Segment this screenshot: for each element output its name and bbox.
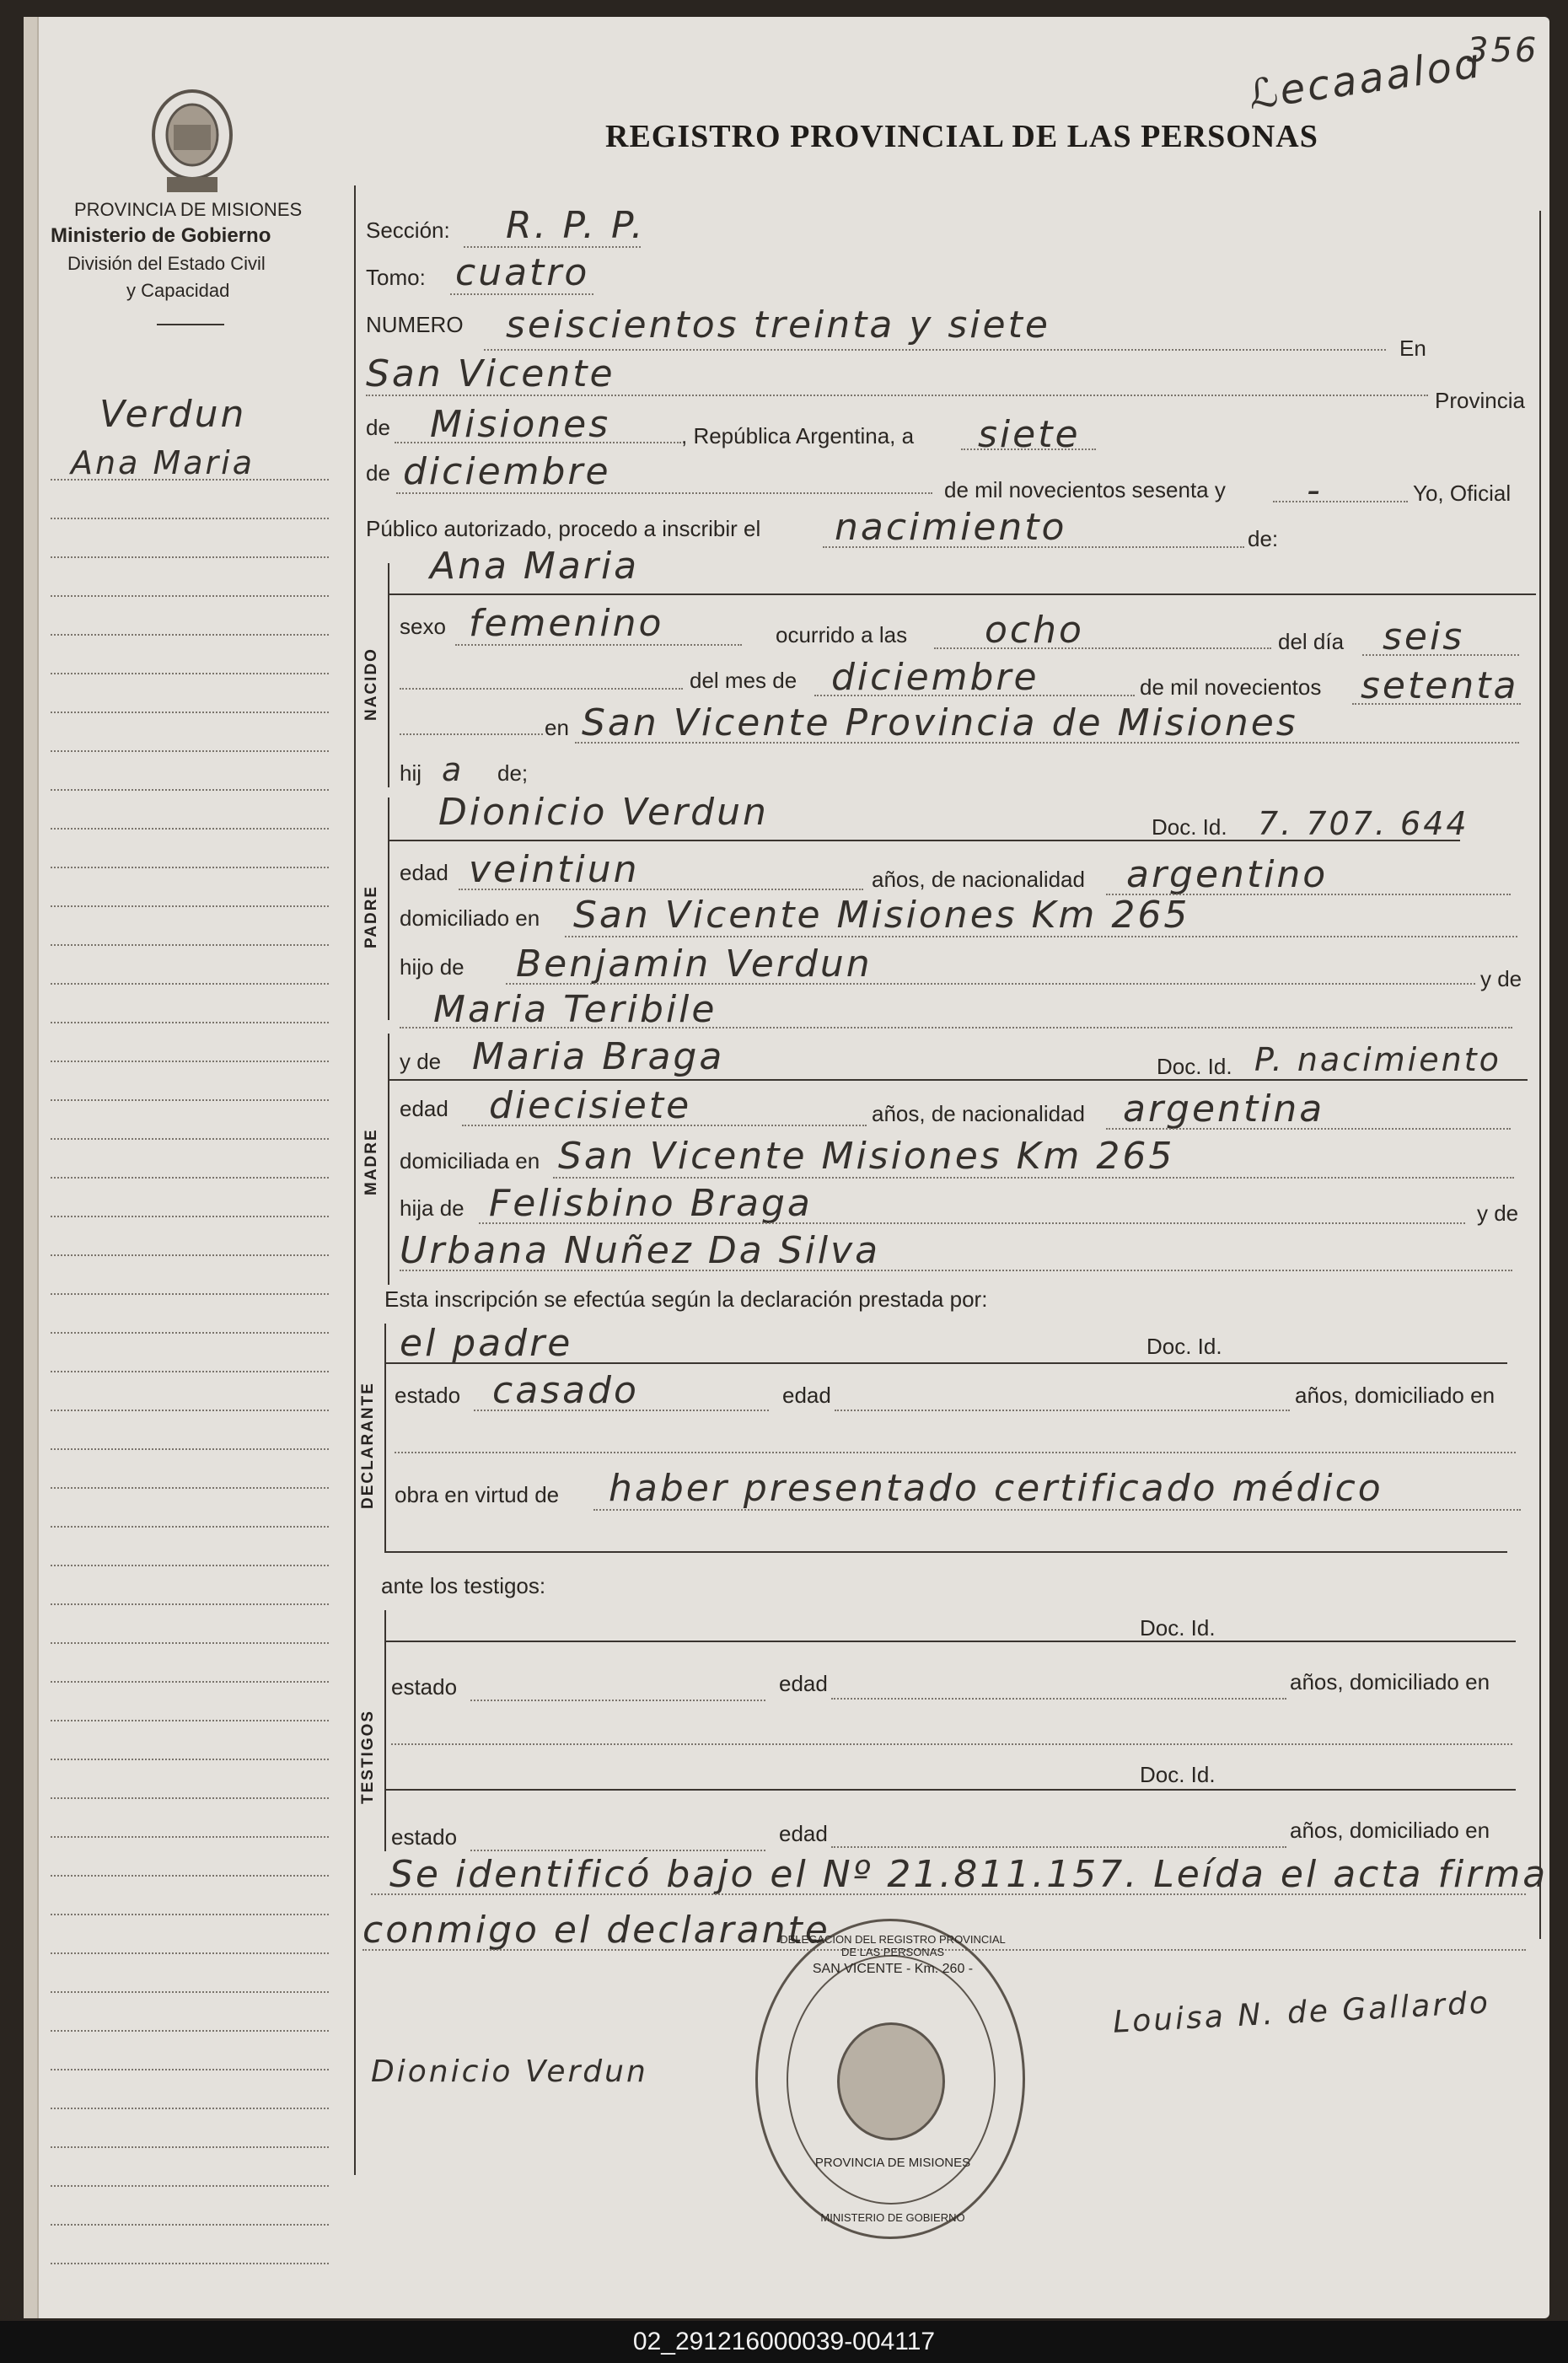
de2-label: de [366, 460, 390, 486]
margin-ruled-line [51, 1526, 329, 1528]
seccion-value: R. P. P. [506, 204, 646, 247]
sexo-value: femenino [469, 602, 664, 645]
margin-surname: Verdun [99, 393, 247, 436]
closing-line-1: Se identificó bajo el Nº 21.811.157. Leída el acta firma [389, 1853, 1549, 1896]
margin-ruled-line [51, 673, 329, 674]
declarante-bottom-rule [386, 1551, 1507, 1553]
dia-dots [1362, 654, 1519, 656]
padre-y-de-label: y de [1480, 966, 1522, 991]
margin-ruled-line [51, 867, 329, 868]
place-dots [366, 395, 1428, 396]
madre-nac-label: años, de nacionalidad [872, 1101, 1085, 1126]
madre-section-label: MADRE [362, 1128, 380, 1195]
de-colon-label: de: [1248, 526, 1279, 551]
testigo1-dom-dots [391, 1743, 1512, 1745]
nacido-section-label: NACIDO [362, 647, 380, 721]
hij-suffix: a [442, 751, 464, 788]
margin-ruled-line [51, 1914, 329, 1915]
margin-ruled-line [51, 595, 329, 597]
padre-mother-value: Maria Teribile [433, 988, 717, 1031]
margin-ruled-line [51, 1371, 329, 1372]
month-dots [396, 492, 932, 494]
de-label: de [366, 415, 390, 440]
nacido-section-border [388, 563, 389, 787]
province-value: Misiones [430, 403, 611, 446]
tomo-dots [450, 293, 593, 295]
margin-ruled-line [51, 1797, 329, 1799]
oficial-label: Yo, Oficial [1413, 481, 1512, 506]
margin-ruled-line [51, 2185, 329, 2187]
margin-ruled-line [51, 1177, 329, 1179]
sexo-label: sexo [400, 614, 446, 639]
padre-mother-dots [400, 1027, 1512, 1028]
margin-ruled-line [51, 1720, 329, 1721]
testigo2-name-rule [386, 1789, 1516, 1791]
padre-nac-value: argentino [1126, 853, 1329, 896]
month-value: diciembre [403, 450, 611, 493]
madre-edad-value: diecisiete [489, 1084, 692, 1127]
year-label: de mil novecientos sesenta y [944, 477, 1226, 502]
mes-value: diciembre [831, 656, 1039, 699]
margin-ruled-line [51, 1061, 329, 1062]
declarante-signature: Dionicio Verdun [371, 2054, 648, 2089]
margin-ruled-line [51, 2069, 329, 2070]
margin-ruled-line [51, 1681, 329, 1683]
margin-ruled-line [51, 1991, 329, 1993]
declarante-section-border [384, 1324, 386, 1553]
testigo1-anios-label: años, domiciliado en [1290, 1669, 1490, 1694]
mes-label: del mes de [690, 668, 797, 693]
margin-ruled-line [51, 712, 329, 713]
document-title: REGISTRO PROVINCIAL DE LAS PERSONAS [605, 119, 1318, 154]
padre-father-dots [506, 983, 1475, 985]
testigo1-doc-label: Doc. Id. [1140, 1615, 1216, 1641]
margin-ruled-line [51, 1254, 329, 1256]
anio-dots [1352, 703, 1521, 705]
act-dots [823, 546, 1244, 548]
padre-name-rule [389, 840, 1460, 841]
margin-ruled-line [51, 556, 329, 558]
anio-label: de mil novecientos [1140, 674, 1322, 700]
margin-ruled-line [51, 2030, 329, 2032]
madre-name: Maria Braga [472, 1035, 725, 1078]
declarante-doc-label: Doc. Id. [1146, 1334, 1222, 1359]
margin-ruled-line [51, 1138, 329, 1140]
margin-ruled-line [51, 1603, 329, 1605]
ministry-heading: Ministerio de Gobierno [51, 224, 271, 247]
corner-annotation: ℒecaaaloɑ [1245, 39, 1485, 120]
madre-y-de-label: y de [400, 1049, 442, 1074]
testigo1-edad-dots [831, 1698, 1286, 1700]
closing-line-2: conmigo el declarante [362, 1909, 830, 1952]
margin-ruled-line [51, 1216, 329, 1217]
mes-dots [814, 695, 1135, 696]
image-caption: 02_291216000039-004117 [0, 2321, 1568, 2363]
anio-value: setenta [1361, 664, 1519, 707]
madre-doc-value: P. nacimiento [1254, 1041, 1501, 1078]
declaracion-intro: Esta inscripción se efectúa según la declaración prestada por: [384, 1286, 988, 1312]
margin-ruled-line [51, 983, 329, 985]
padre-name: Dionicio Verdun [438, 791, 769, 834]
margin-ruled-line [51, 1293, 329, 1295]
testigo2-edad-label: edad [779, 1821, 828, 1846]
margin-ruled-line [51, 518, 329, 519]
declarante-section-label: DECLARANTE [359, 1382, 377, 1509]
year-dots [1273, 501, 1408, 502]
testigo2-estado-label: estado [391, 1824, 458, 1850]
madre-dom-label: domiciliada en [400, 1148, 540, 1173]
binding-spine [24, 17, 39, 2318]
nacido-name: Ana Maria [430, 545, 640, 588]
official-signature: Louisa N. de Gallardo [1112, 1985, 1491, 2040]
margin-ruled-line [51, 1759, 329, 1760]
padre-doc-label: Doc. Id. [1152, 814, 1227, 840]
sexo-dots [455, 644, 742, 646]
margin-ruled-line [51, 944, 329, 946]
testigo2-edad-dots [831, 1846, 1286, 1848]
seccion-dots [464, 246, 641, 248]
dia-value: seis [1383, 615, 1465, 658]
seal-bottom-text: PROVINCIA DE MISIONES [814, 2156, 971, 2170]
lugar-lead-dots [400, 733, 543, 735]
madre-section-border [388, 1034, 389, 1285]
padre-edad-label: edad [400, 860, 448, 885]
padre-father-value: Benjamin Verdun [516, 943, 873, 985]
main-left-border [354, 185, 356, 2175]
testigos-section-border [384, 1610, 386, 1851]
margin-ruled-line [51, 2108, 329, 2109]
margin-ruled-line [51, 2224, 329, 2226]
header-divider [157, 324, 224, 325]
division-heading: División del Estado Civil [67, 253, 266, 274]
padre-edad-value: veintiun [469, 848, 640, 891]
margin-ruled-line [51, 828, 329, 830]
margin-ruled-line [51, 2146, 329, 2148]
declarante-obra-value: haber presentado certificado médico [609, 1467, 1383, 1510]
margin-ruled-line [51, 1875, 329, 1877]
hora-dots [934, 647, 1271, 649]
testigos-intro: ante los testigos: [381, 1573, 546, 1598]
margin-ruled-line [51, 479, 329, 481]
margin-ruled-line [51, 1410, 329, 1411]
nacido-name-rule [389, 593, 1536, 595]
day-dots [961, 448, 1096, 450]
margin-ruled-line [51, 789, 329, 791]
declarante-edad-dots [835, 1410, 1290, 1411]
padre-edad-dots [459, 889, 863, 890]
margin-ruled-line [51, 905, 329, 907]
testigo2-estado-dots [470, 1850, 765, 1851]
declarante-dom-dots [395, 1452, 1516, 1453]
republic-label: , República Argentina, a [681, 423, 915, 448]
testigo2-anios-label: años, domiciliado en [1290, 1818, 1490, 1843]
coat-of-arms-emblem [142, 83, 243, 201]
closing-line-1-dots [371, 1893, 1526, 1895]
ocurrido-label: ocurrido a las [776, 622, 908, 647]
margin-ruled-line [51, 1099, 329, 1101]
padre-doc-value: 7. 707. 644 [1258, 805, 1469, 842]
madre-nac-value: argentina [1123, 1088, 1325, 1130]
publico-label: Público autorizado, procedo a inscribir el [366, 516, 761, 541]
margin-ruled-line [51, 750, 329, 752]
official-seal [755, 1919, 1025, 2239]
act-value: nacimiento [835, 506, 1067, 549]
margin-given-names: Ana Maria [71, 444, 255, 481]
madre-edad-dots [462, 1125, 867, 1126]
provincia-label: Provincia [1435, 388, 1525, 413]
madre-dom-value: San Vicente Misiones Km 265 [558, 1135, 1175, 1178]
place-value: San Vicente [366, 352, 615, 395]
main-right-border [1539, 211, 1541, 1939]
dia-label: del día [1278, 629, 1345, 654]
declarante-obra-dots [593, 1509, 1521, 1511]
padre-section-label: PADRE [362, 884, 380, 948]
declarante-estado-dots [474, 1410, 769, 1411]
numero-dots [484, 349, 1386, 351]
hij-de-label: de; [497, 760, 529, 786]
testigo1-name-rule [386, 1641, 1516, 1642]
testigo1-edad-label: edad [779, 1671, 828, 1696]
madre-edad-label: edad [400, 1096, 448, 1121]
declarante-obra-label: obra en virtud de [395, 1482, 560, 1507]
madre-mother-dots [400, 1270, 1512, 1271]
lugar-value: San Vicente Provincia de Misiones [582, 701, 1298, 744]
page-number-mark: 356 [1467, 31, 1539, 70]
margin-ruled-line [51, 634, 329, 636]
madre-father-value: Felisbino Braga [489, 1182, 813, 1225]
margin-ruled-line [51, 1487, 329, 1489]
padre-dom-label: domiciliado en [400, 905, 540, 931]
margin-ruled-line [51, 1332, 329, 1334]
hij-label: hij [400, 760, 422, 786]
padre-section-border [388, 798, 389, 1020]
year-hand-value: - [1307, 469, 1323, 512]
padre-dom-dots [565, 936, 1517, 937]
padre-dom-value: San Vicente Misiones Km 265 [573, 894, 1190, 937]
margin-ruled-line [51, 1565, 329, 1566]
declarante-edad-label: edad [782, 1383, 831, 1408]
madre-mother-value: Urbana Nuñez Da Silva [400, 1229, 881, 1272]
margin-ruled-line [51, 2263, 329, 2264]
day-value: siete [978, 413, 1081, 456]
margin-ruled-line [51, 1642, 329, 1644]
declarante-estado-label: estado [395, 1383, 461, 1408]
madre-father-dots [479, 1222, 1465, 1224]
declarante-name: el padre [400, 1322, 573, 1365]
testigo1-estado-label: estado [391, 1674, 458, 1700]
seal-ministry-text: MINISTERIO DE GOBIERNO [820, 2211, 965, 2224]
madre-nac-dots [1106, 1128, 1511, 1130]
en2-label: en [545, 715, 569, 740]
en-label: En [1399, 336, 1426, 361]
padre-nac-label: años, de nacionalidad [872, 867, 1085, 892]
declarante-anios-label: años, domiciliado en [1295, 1383, 1496, 1408]
province-heading: PROVINCIA DE MISIONES [74, 199, 303, 220]
tomo-value: cuatro [455, 251, 590, 294]
province-dots [395, 442, 681, 443]
madre-name-rule [389, 1079, 1528, 1081]
seccion-label: Sección: [366, 218, 450, 243]
testigo2-doc-label: Doc. Id. [1140, 1762, 1216, 1787]
numero-value: seiscientos treinta y siete [506, 303, 1050, 346]
mes-lead-dots [400, 688, 683, 690]
tomo-label: Tomo: [366, 265, 426, 290]
margin-ruled-line [51, 1952, 329, 1954]
margin-ruled-line [51, 1836, 329, 1838]
madre-dom-dots [553, 1177, 1514, 1179]
lugar-dots [575, 742, 1519, 744]
hora-value: ocho [985, 609, 1084, 652]
margin-ruled-line [51, 1448, 329, 1450]
madre-doc-label: Doc. Id. [1157, 1054, 1232, 1079]
capacity-heading: y Capacidad [126, 280, 230, 301]
testigos-section-label: TESTIGOS [359, 1709, 377, 1804]
testigo1-estado-dots [470, 1700, 765, 1701]
declarante-estado-value: casado [492, 1369, 639, 1412]
padre-hijo-label: hijo de [400, 954, 464, 980]
seal-middle-text: SAN VICENTE - Km. 260 - [812, 1962, 974, 1976]
madre-hija-label: hija de [400, 1195, 464, 1221]
madre-y-de2-label: y de [1477, 1200, 1519, 1226]
seal-outer-text: DELEGACION DEL REGISTRO PROVINCIAL DE LAS PERSONAS [780, 1933, 1006, 1958]
numero-label: NUMERO [366, 312, 464, 337]
declarante-name-rule [386, 1362, 1507, 1364]
margin-ruled-line [51, 1022, 329, 1023]
